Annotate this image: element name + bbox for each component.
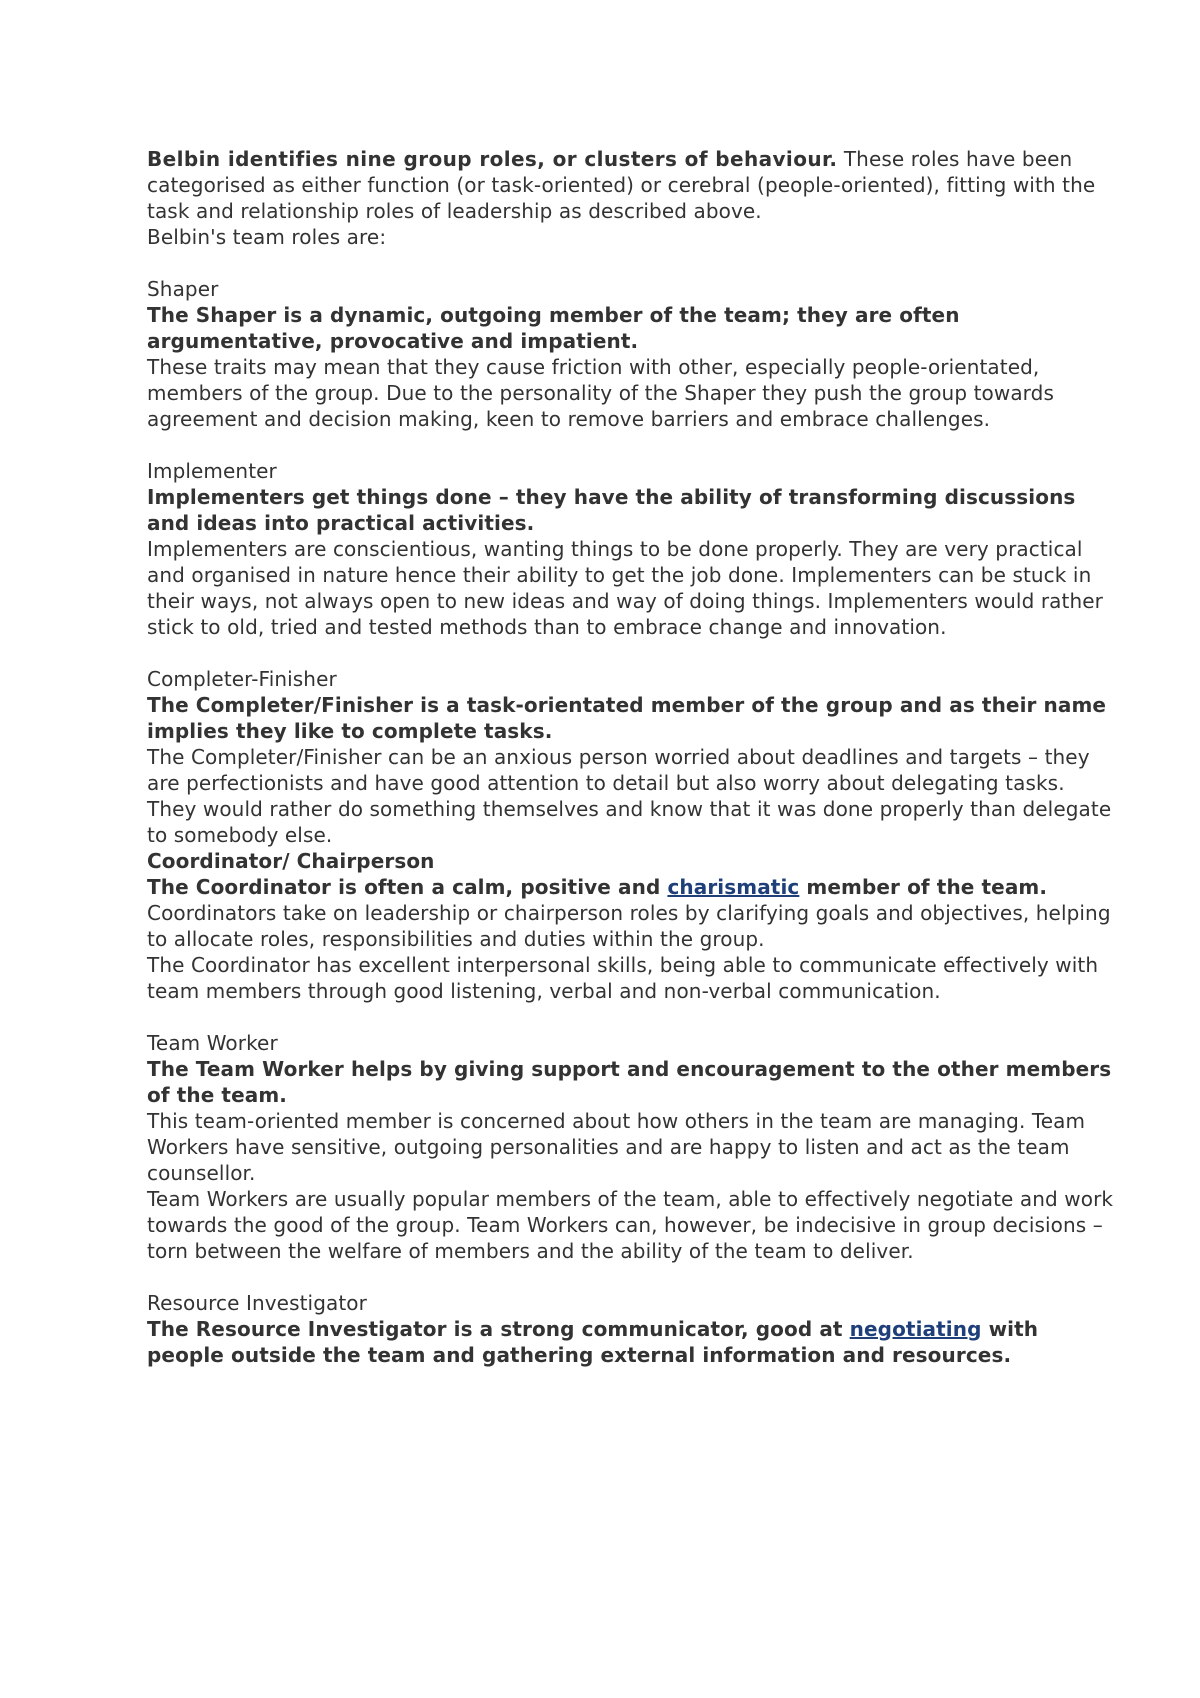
intro-lead-bold: Belbin identifies nine group roles, or clusters of behaviour. [147, 147, 838, 171]
spacer [147, 1004, 1120, 1030]
shaper-body: These traits may mean that they cause friction with other, especially people-orientated, members of the group. Due to the personality of the Shaper they push the group towards agreement and decision making, keen to remove barriers and embrace challenges. [147, 355, 1054, 431]
completer-heading: Completer-Finisher [147, 667, 337, 691]
resource-sub-after: with people outside the team and gathering external information and resources. [147, 1317, 1039, 1367]
shaper-subheading: The Shaper is a dynamic, outgoing member of the team; they are often argumentative, provocative and impatient. [147, 303, 960, 353]
spacer [147, 432, 1120, 458]
teamworker-subheading: The Team Worker helps by giving support and encouragement to the other members of the team. [147, 1057, 1112, 1107]
spacer [147, 1264, 1120, 1290]
implementer-subheading: Implementers get things done – they have the ability of transforming discussions and ideas into practical activities. [147, 485, 1076, 535]
spacer [147, 640, 1120, 666]
coordinator-body-2: The Coordinator has excellent interpersonal skills, being able to communicate effectively with team members through good listening, verbal and non-verbal communication. [147, 953, 1099, 1003]
charismatic-link[interactable]: charismatic [667, 875, 800, 899]
coordinator-body-1: Coordinators take on leadership or chairperson roles by clarifying goals and objectives, helping to allocate roles, responsibilities and duties within the group. [147, 901, 1111, 951]
negotiating-link[interactable]: negotiating [849, 1317, 982, 1341]
intro-paragraph [147, 146, 1120, 224]
coordinator-sub-after: member of the team. [799, 875, 1048, 899]
intro-list-label: Belbin's team roles are: [147, 225, 387, 249]
shaper-heading: Shaper [147, 277, 219, 301]
spacer [147, 250, 1120, 276]
coordinator-subheading [147, 874, 1120, 900]
teamworker-body-2: Team Workers are usually popular members of the team, able to effectively negotiate and work towards the good of the group. Team Workers can, however, be indecisive in group decisions – torn between the welfare of members and the ability of the team to deliver. [147, 1187, 1114, 1263]
resource-subheading [147, 1316, 1120, 1368]
completer-body: The Completer/Finisher can be an anxious person worried about deadlines and targets – they are perfectionists and have good attention to detail but also worry about delegating tasks. They would rather do something themselves and know that it was done properly than delegate to somebody else. [147, 745, 1112, 847]
resource-sub-before: The Resource Investigator is a strong communicator, good at [147, 1317, 850, 1341]
completer-subheading: The Completer/Finisher is a task-orientated member of the group and as their name implies they like to complete tasks. [147, 693, 1107, 743]
teamworker-body-1: This team-oriented member is concerned about how others in the team are managing. Team Workers have sensitive, outgoing personalities and are happy to listen and act as the team counsellor. [147, 1109, 1086, 1185]
implementer-body: Implementers are conscientious, wanting things to be done properly. They are very practical and organised in nature hence their ability to get the job done. Implementers can be stuck in their ways, not always open to new ideas and way of doing things. Implementers would rather stick to old, tried and tested methods than to embrace change and innovation. [147, 537, 1103, 639]
coordinator-heading: Coordinator/ Chairperson [147, 849, 435, 873]
resource-heading: Resource Investigator [147, 1291, 367, 1315]
intro-lead-rest: These roles have been categorised as either function (or task-oriented) or cerebral (people-oriented), fitting with the task and relationship roles of leadership as described above. [147, 147, 1096, 223]
implementer-heading: Implementer [147, 459, 277, 483]
coordinator-sub-before: The Coordinator is often a calm, positive and [147, 875, 668, 899]
teamworker-heading: Team Worker [147, 1031, 278, 1055]
